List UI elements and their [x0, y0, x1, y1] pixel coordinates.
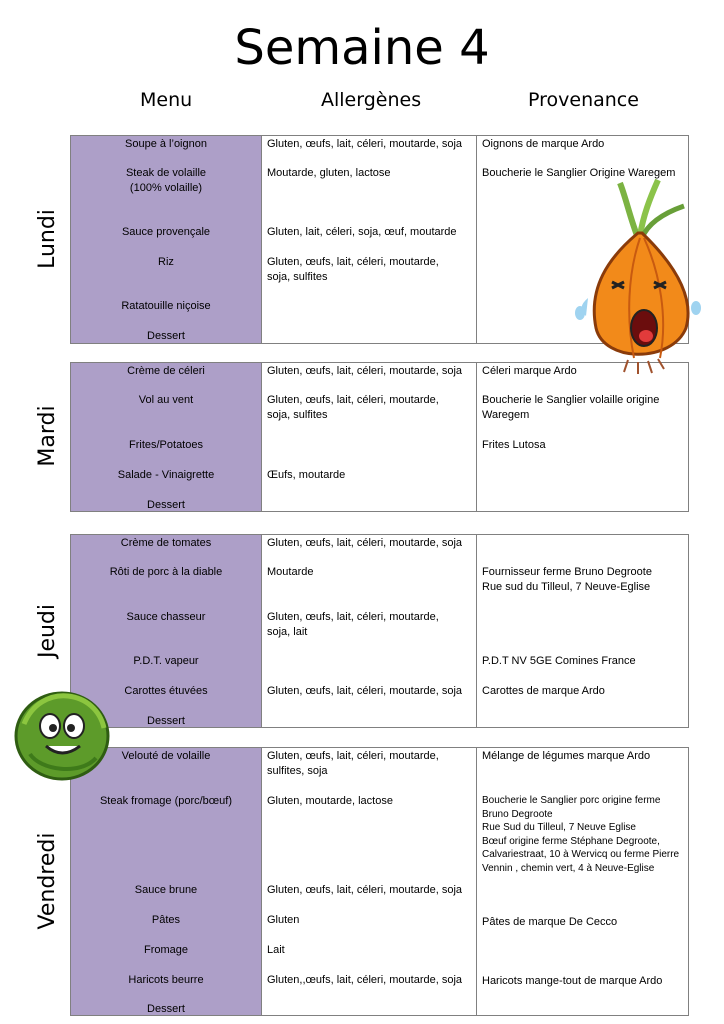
day-label-mardi: Mardi — [35, 405, 60, 467]
page-title: Semaine 4 — [234, 20, 490, 76]
origin-item: Boucherie le Sanglier porc origine ferme Bruno Degroote Rue Sud du Tilleul, 7 Neuve Eglise Bœuf origine ferme Stéphane Degroote, Calvariestraat, 10 à Wervicq ou ferme Pierre Vennin , chemin vert, 4 à Neuve-Eglise — [482, 795, 680, 874]
menu-item: Fromage — [143, 944, 189, 956]
menu-item: Haricots beurre — [128, 974, 204, 986]
column-divider — [476, 363, 477, 511]
allergens-column-header: Allergènes — [321, 89, 422, 111]
column-divider — [476, 136, 477, 343]
origin-item: Boucherie le Sanglier Origine Waregem — [482, 167, 676, 179]
menu-item: Dessert — [147, 499, 185, 511]
origin-item: Carottes de marque Ardo — [482, 685, 605, 697]
menu-item: Sauce brune — [134, 884, 198, 896]
menu-item: Soupe à l’oignon — [125, 138, 207, 150]
day-block-jeudi — [70, 534, 689, 728]
day-label-jeudi: Jeudi — [35, 603, 60, 659]
allergens-item: Gluten, œufs, lait, céleri, moutarde, soja, sulfites — [267, 256, 439, 283]
allergens-item: Œufs, moutarde — [267, 469, 346, 481]
menu-item: Ratatouille niçoise — [121, 300, 211, 312]
allergens-item: Lait — [267, 944, 285, 956]
menu-item: Vol au vent — [138, 394, 194, 406]
menu-item: Sauce chasseur — [126, 611, 206, 623]
menu-item: Velouté de volaille — [121, 750, 211, 762]
crying-onion-icon — [568, 178, 708, 378]
menu-item: Dessert — [147, 330, 185, 342]
allergens-item: Gluten, œufs, lait, céleri, moutarde, sulfites, soja — [267, 750, 439, 777]
allergens-item: Moutarde, gluten, lactose — [267, 167, 391, 179]
origin-item: P.D.T NV 5GE Comines France — [482, 655, 636, 667]
menu-item: Carottes étuvées — [124, 685, 208, 697]
origin-item: Céleri marque Ardo — [482, 365, 577, 377]
origin-item: Boucherie le Sanglier volaille origine Waregem — [482, 394, 660, 421]
allergens-item: Gluten, œufs, lait, céleri, moutarde, soja — [267, 138, 463, 150]
origin-item: Haricots mange-tout de marque Ardo — [482, 975, 663, 987]
allergens-item: Gluten, œufs, lait, céleri, moutarde, soja — [267, 537, 463, 549]
menu-item: Salade - Vinaigrette — [117, 469, 215, 481]
column-divider — [476, 535, 477, 727]
allergens-item: Gluten,,œufs, lait, céleri, moutarde, soja — [267, 974, 463, 986]
allergens-item: Gluten, œufs, lait, céleri, moutarde, soja, lait — [267, 611, 439, 638]
menu-item: Riz — [158, 256, 174, 268]
day-block-vendredi — [70, 747, 689, 1016]
column-divider — [476, 748, 477, 1015]
origin-column-header: Provenance — [528, 89, 639, 111]
allergens-item: Gluten, œufs, lait, céleri, moutarde, soja, sulfites — [267, 394, 439, 421]
allergens-item: Moutarde — [267, 566, 314, 578]
origin-item: Fournisseur ferme Bruno Degroote Rue sud du Tilleul, 7 Neuve-Eglise — [482, 566, 652, 593]
allergens-item: Gluten, œufs, lait, céleri, moutarde, soja — [267, 365, 463, 377]
day-block-mardi — [70, 362, 689, 512]
origin-item: Pâtes de marque De Cecco — [482, 916, 618, 928]
menu-item: Crème de tomates — [120, 537, 212, 549]
menu-column — [71, 363, 262, 511]
allergens-item: Gluten, lait, céleri, soja, œuf, moutarde — [267, 226, 457, 238]
menu-item: Rôti de porc à la diable — [109, 566, 223, 578]
menu-item: Frites/Potatoes — [129, 439, 203, 451]
allergens-item: Gluten, œufs, lait, céleri, moutarde, soja — [267, 884, 463, 896]
origin-item: Mélange de légumes marque Ardo — [482, 750, 651, 762]
menu-item: Dessert — [147, 1003, 185, 1015]
origin-item: Frites Lutosa — [482, 439, 546, 451]
menu-item: Dessert — [147, 715, 185, 727]
menu-item: P.D.T. vapeur — [133, 655, 199, 667]
menu-item: Sauce provençale — [121, 226, 211, 238]
menu-item: Steak de volaille (100% volaille) — [125, 167, 207, 194]
menu-column-header: Menu — [140, 89, 193, 111]
menu-item: Steak fromage (porc/bœuf) — [99, 795, 233, 807]
origin-item: Oignons de marque Ardo — [482, 138, 605, 150]
allergens-item: Gluten, œufs, lait, céleri, moutarde, soja — [267, 685, 463, 697]
day-label-vendredi: Vendredi — [35, 832, 60, 930]
menu-item: Pâtes — [151, 914, 181, 926]
smiling-lettuce-icon — [10, 684, 114, 784]
day-label-lundi: Lundi — [35, 209, 60, 269]
allergens-item: Gluten, moutarde, lactose — [267, 795, 393, 807]
allergens-item: Gluten — [267, 914, 300, 926]
menu-item: Crème de céleri — [127, 365, 205, 377]
